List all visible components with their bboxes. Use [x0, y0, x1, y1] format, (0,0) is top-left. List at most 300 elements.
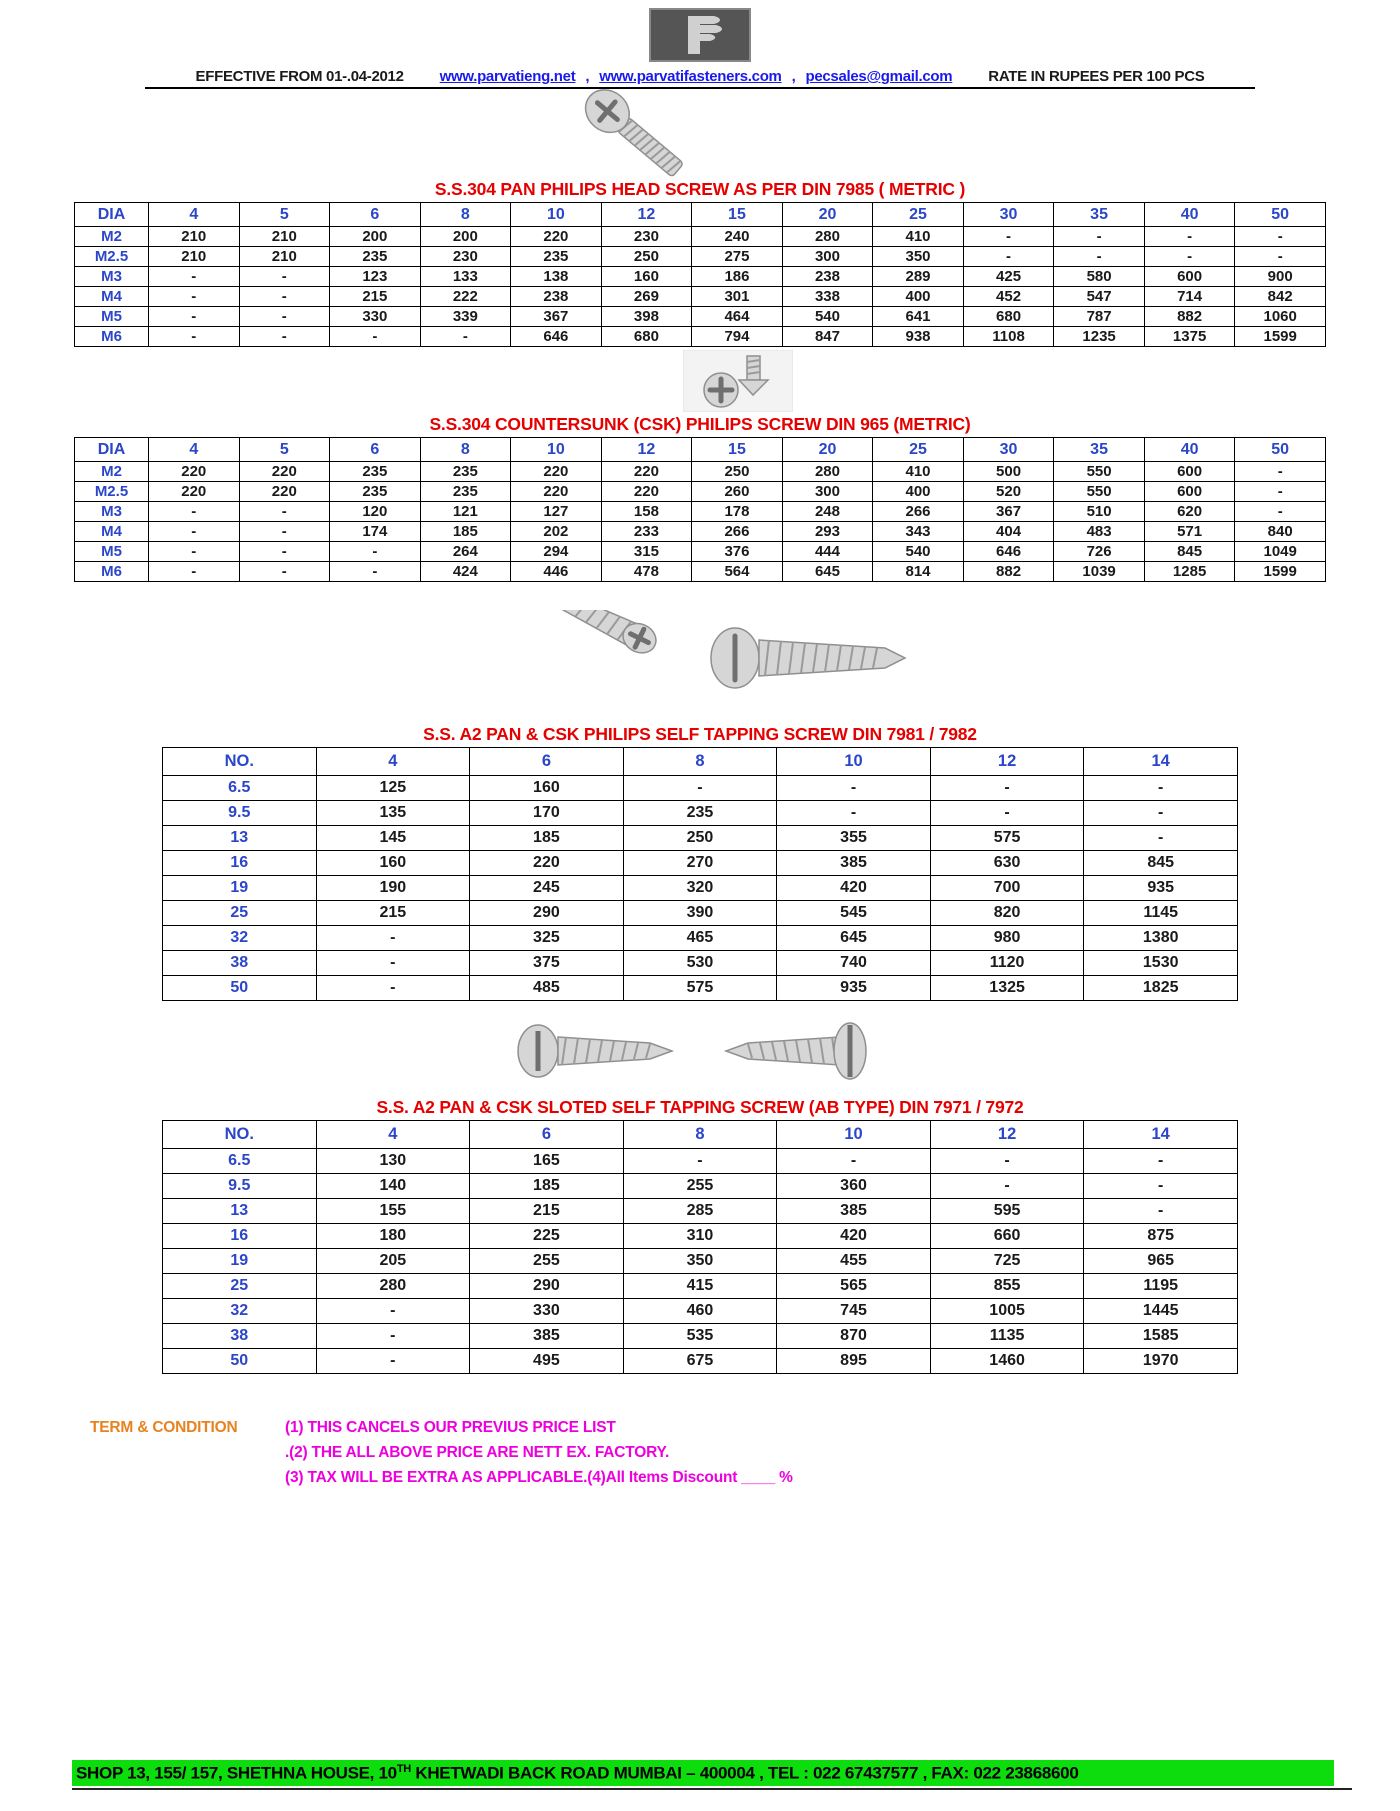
price-cell: - — [330, 542, 421, 562]
price-cell: 280 — [782, 227, 873, 247]
price-cell: 1108 — [963, 327, 1054, 347]
price-cell: 210 — [149, 227, 240, 247]
price-cell: 125 — [316, 776, 470, 801]
price-cell: - — [1235, 482, 1326, 502]
column-header: 4 — [316, 1121, 470, 1149]
price-cell: 446 — [511, 562, 602, 582]
table-row — [163, 1199, 1238, 1224]
column-header: 30 — [963, 203, 1054, 227]
row-label: M6 — [75, 327, 149, 347]
header-row — [75, 438, 1326, 462]
table-row — [163, 1274, 1238, 1299]
column-header: 5 — [239, 438, 330, 462]
price-cell: 530 — [623, 951, 777, 976]
price-cell: 289 — [873, 267, 964, 287]
price-cell: 398 — [601, 307, 692, 327]
price-cell: 367 — [963, 502, 1054, 522]
price-cell: 410 — [873, 462, 964, 482]
price-cell: 225 — [470, 1224, 624, 1249]
price-cell: 220 — [149, 462, 240, 482]
price-cell: 266 — [873, 502, 964, 522]
price-cell: 882 — [1144, 307, 1235, 327]
column-header: 40 — [1144, 438, 1235, 462]
column-header: 10 — [511, 203, 602, 227]
price-cell: - — [930, 1149, 1084, 1174]
price-cell: 293 — [782, 522, 873, 542]
price-cell: 133 — [420, 267, 511, 287]
row-label: 38 — [163, 1324, 317, 1349]
table-row — [75, 227, 1326, 247]
philips-tapping-price-table — [162, 747, 1238, 1001]
column-header: 10 — [511, 438, 602, 462]
price-cell: 235 — [420, 462, 511, 482]
price-cell: 230 — [420, 247, 511, 267]
column-header: 10 — [777, 1121, 931, 1149]
price-cell: 260 — [692, 482, 783, 502]
price-cell: - — [149, 522, 240, 542]
column-header: 25 — [873, 438, 964, 462]
price-cell: 220 — [511, 227, 602, 247]
row-label: 13 — [163, 826, 317, 851]
price-cell: 1825 — [1084, 976, 1238, 1001]
row-label: 13 — [163, 1199, 317, 1224]
price-cell: 840 — [1235, 522, 1326, 542]
logo-p-icon — [670, 12, 730, 58]
slotted-tapping-price-table — [162, 1120, 1238, 1374]
price-cell: 424 — [420, 562, 511, 582]
price-cell: 140 — [316, 1174, 470, 1199]
price-cell: - — [420, 327, 511, 347]
row-label: 38 — [163, 951, 317, 976]
price-cell: 235 — [330, 482, 421, 502]
column-header: 6 — [330, 203, 421, 227]
price-cell: 185 — [470, 826, 624, 851]
row-label: M4 — [75, 522, 149, 542]
price-cell: 220 — [239, 462, 330, 482]
terms-and-conditions — [90, 1419, 1400, 1487]
csk-philips-price-table — [74, 437, 1326, 582]
price-cell: 290 — [470, 901, 624, 926]
price-cell: 210 — [149, 247, 240, 267]
price-cell: 465 — [623, 926, 777, 951]
company-logo — [649, 8, 751, 62]
price-cell: 595 — [930, 1199, 1084, 1224]
rate-note: RATE IN RUPEES PER 100 PCS — [988, 68, 1205, 85]
row-label: M2.5 — [75, 247, 149, 267]
price-cell: - — [1084, 1149, 1238, 1174]
price-cell: 376 — [692, 542, 783, 562]
price-cell: 550 — [1054, 482, 1145, 502]
column-header: NO. — [163, 1121, 317, 1149]
price-cell: 745 — [777, 1299, 931, 1324]
table-row — [163, 901, 1238, 926]
price-cell: 1599 — [1235, 327, 1326, 347]
price-cell: - — [330, 562, 421, 582]
price-cell: 160 — [601, 267, 692, 287]
terms-line: .(2) THE ALL ABOVE PRICE ARE NETT EX. FACTORY. — [285, 1444, 670, 1461]
price-cell: 160 — [470, 776, 624, 801]
price-cell: 255 — [623, 1174, 777, 1199]
price-cell: 205 — [316, 1249, 470, 1274]
column-header: 4 — [149, 203, 240, 227]
price-cell: 1599 — [1235, 562, 1326, 582]
column-header: 14 — [1084, 1121, 1238, 1149]
column-header: 25 — [873, 203, 964, 227]
price-cell: 1325 — [930, 976, 1084, 1001]
price-cell: 220 — [601, 462, 692, 482]
price-cell: 315 — [601, 542, 692, 562]
row-label: M3 — [75, 502, 149, 522]
price-cell: 980 — [930, 926, 1084, 951]
price-cell: 1135 — [930, 1324, 1084, 1349]
row-label: 9.5 — [163, 801, 317, 826]
price-cell: 355 — [777, 826, 931, 851]
price-cell: 238 — [782, 267, 873, 287]
price-cell: 310 — [623, 1224, 777, 1249]
price-cell: 1380 — [1084, 926, 1238, 951]
price-cell: - — [1054, 247, 1145, 267]
price-cell: 220 — [149, 482, 240, 502]
column-header: NO. — [163, 748, 317, 776]
price-cell: - — [1235, 462, 1326, 482]
table-title: S.S.304 PAN PHILIPS HEAD SCREW AS PER DIN 7985 ( METRIC ) — [434, 179, 966, 199]
price-cell: 842 — [1235, 287, 1326, 307]
column-header: 50 — [1235, 438, 1326, 462]
price-cell: 564 — [692, 562, 783, 582]
price-cell: 145 — [316, 826, 470, 851]
table-row — [75, 462, 1326, 482]
price-cell: 600 — [1144, 267, 1235, 287]
price-cell: - — [316, 1324, 470, 1349]
price-cell: 1445 — [1084, 1299, 1238, 1324]
table-row — [163, 1174, 1238, 1199]
price-cell: 547 — [1054, 287, 1145, 307]
column-header: 6 — [470, 1121, 624, 1149]
table-row — [75, 267, 1326, 287]
website-link-2[interactable]: www.parvatifasteners.com — [599, 68, 782, 85]
price-cell: 545 — [777, 901, 931, 926]
price-cell: 787 — [1054, 307, 1145, 327]
price-cell: - — [1084, 1174, 1238, 1199]
column-header: 14 — [1084, 748, 1238, 776]
table-row — [75, 307, 1326, 327]
price-cell: 235 — [511, 247, 602, 267]
price-cell: - — [1054, 227, 1145, 247]
price-cell: 571 — [1144, 522, 1235, 542]
price-cell: 580 — [1054, 267, 1145, 287]
price-cell: - — [1084, 1199, 1238, 1224]
price-cell: 127 — [511, 502, 602, 522]
price-cell: - — [239, 327, 330, 347]
price-cell: 210 — [239, 247, 330, 267]
row-label: 25 — [163, 901, 317, 926]
row-label: M5 — [75, 307, 149, 327]
table-row — [163, 851, 1238, 876]
table-row — [163, 801, 1238, 826]
price-cell: - — [149, 287, 240, 307]
price-cell: 847 — [782, 327, 873, 347]
price-cell: 575 — [623, 976, 777, 1001]
price-cell: 646 — [963, 542, 1054, 562]
price-cell: 870 — [777, 1324, 931, 1349]
column-header: 30 — [963, 438, 1054, 462]
price-cell: - — [1144, 227, 1235, 247]
row-label: 6.5 — [163, 1149, 317, 1174]
price-cell: - — [623, 1149, 777, 1174]
price-cell: 646 — [511, 327, 602, 347]
table-row — [75, 502, 1326, 522]
table-row — [75, 327, 1326, 347]
price-cell: - — [963, 247, 1054, 267]
price-cell: 1460 — [930, 1349, 1084, 1374]
table-row — [75, 522, 1326, 542]
price-cell: 1049 — [1235, 542, 1326, 562]
price-cell: - — [149, 327, 240, 347]
price-cell: 290 — [470, 1274, 624, 1299]
price-cell: 1285 — [1144, 562, 1235, 582]
price-cell: - — [1235, 227, 1326, 247]
price-cell: 726 — [1054, 542, 1145, 562]
terms-line: (1) THIS CANCELS OUR PREVIUS PRICE LIST — [285, 1419, 616, 1436]
price-cell: 325 — [470, 926, 624, 951]
column-header: 12 — [601, 203, 692, 227]
price-cell: 794 — [692, 327, 783, 347]
price-cell: 301 — [692, 287, 783, 307]
price-cell: 350 — [623, 1249, 777, 1274]
price-cell: - — [930, 1174, 1084, 1199]
price-cell: 714 — [1144, 287, 1235, 307]
table-row — [75, 287, 1326, 307]
price-cell: 535 — [623, 1324, 777, 1349]
photo-csk-philips-screws — [38, 350, 1400, 412]
website-link-1[interactable]: www.parvatieng.net — [439, 68, 576, 85]
price-cell: 330 — [330, 307, 421, 327]
price-cell: 339 — [420, 307, 511, 327]
table-title: S.S. A2 PAN & CSK SLOTED SELF TAPPING SCREW (AB TYPE) DIN 7971 / 7972 — [376, 1097, 1024, 1117]
price-cell: 630 — [930, 851, 1084, 876]
price-cell: 460 — [623, 1299, 777, 1324]
row-label: 50 — [163, 1349, 317, 1374]
column-header: 6 — [470, 748, 624, 776]
price-cell: - — [239, 307, 330, 327]
price-cell: 138 — [511, 267, 602, 287]
price-cell: 645 — [777, 926, 931, 951]
effective-date: EFFECTIVE FROM 01-.04-2012 — [195, 68, 404, 85]
row-label: 32 — [163, 926, 317, 951]
price-cell: 1195 — [1084, 1274, 1238, 1299]
price-cell: 158 — [601, 502, 692, 522]
price-cell: 220 — [511, 462, 602, 482]
column-header: 12 — [601, 438, 692, 462]
price-cell: 155 — [316, 1199, 470, 1224]
price-cell: 814 — [873, 562, 964, 582]
pan-philips-screw-icon — [570, 89, 720, 177]
price-cell: 444 — [782, 542, 873, 562]
price-cell: 174 — [330, 522, 421, 542]
price-cell: - — [239, 542, 330, 562]
price-cell: 200 — [330, 227, 421, 247]
table-row — [163, 1349, 1238, 1374]
price-cell: - — [316, 951, 470, 976]
price-cell: - — [239, 562, 330, 582]
column-header: 50 — [1235, 203, 1326, 227]
price-cell: 478 — [601, 562, 692, 582]
table-row — [163, 1299, 1238, 1324]
column-header: 8 — [623, 748, 777, 776]
price-cell: 270 — [623, 851, 777, 876]
price-cell: 1585 — [1084, 1324, 1238, 1349]
price-cell: - — [930, 801, 1084, 826]
price-cell: 935 — [777, 976, 931, 1001]
price-cell: 215 — [330, 287, 421, 307]
column-header: 15 — [692, 438, 783, 462]
price-cell: 121 — [420, 502, 511, 522]
price-cell: - — [1235, 247, 1326, 267]
table-row — [163, 876, 1238, 901]
row-label: M4 — [75, 287, 149, 307]
price-cell: 845 — [1144, 542, 1235, 562]
price-cell: - — [239, 287, 330, 307]
address-bar — [72, 1760, 1334, 1786]
price-cell: 350 — [873, 247, 964, 267]
price-cell: 385 — [470, 1324, 624, 1349]
price-cell: 245 — [470, 876, 624, 901]
price-cell: - — [1084, 826, 1238, 851]
price-cell: 375 — [470, 951, 624, 976]
table-title: S.S.304 COUNTERSUNK (CSK) PHILIPS SCREW DIN 965 (METRIC) — [429, 414, 971, 434]
column-header: 20 — [782, 438, 873, 462]
column-header: 10 — [777, 748, 931, 776]
column-header: 6 — [330, 438, 421, 462]
email-link[interactable]: pecsales@gmail.com — [805, 68, 953, 85]
price-cell: 160 — [316, 851, 470, 876]
row-label: 6.5 — [163, 776, 317, 801]
price-cell: 280 — [316, 1274, 470, 1299]
pan-philips-price-table — [74, 202, 1326, 347]
column-header: 8 — [623, 1121, 777, 1149]
price-cell: 935 — [1084, 876, 1238, 901]
price-cell: 400 — [873, 287, 964, 307]
price-cell: 875 — [1084, 1224, 1238, 1249]
photo-pan-philips-screw — [0, 89, 1345, 177]
price-cell: - — [316, 1349, 470, 1374]
price-cell: - — [1084, 801, 1238, 826]
row-label: 16 — [163, 851, 317, 876]
price-cell: 420 — [777, 876, 931, 901]
price-cell: - — [316, 976, 470, 1001]
price-cell: 275 — [692, 247, 783, 267]
price-cell: 300 — [782, 247, 873, 267]
price-cell: 485 — [470, 976, 624, 1001]
row-label: 32 — [163, 1299, 317, 1324]
price-cell: 210 — [239, 227, 330, 247]
separator: , — [791, 68, 796, 85]
table-row — [75, 482, 1326, 502]
price-cell: - — [316, 1299, 470, 1324]
row-label: 19 — [163, 1249, 317, 1274]
price-cell: 343 — [873, 522, 964, 542]
price-cell: - — [1235, 502, 1326, 522]
price-cell: 123 — [330, 267, 421, 287]
price-cell: 220 — [511, 482, 602, 502]
price-cell: - — [777, 1149, 931, 1174]
csk-screws-icon — [683, 350, 793, 412]
price-cell: 882 — [963, 562, 1054, 582]
price-cell: 680 — [601, 327, 692, 347]
price-cell: 250 — [601, 247, 692, 267]
price-cell: 1005 — [930, 1299, 1084, 1324]
table-row — [163, 776, 1238, 801]
price-cell: 540 — [873, 542, 964, 562]
price-cell: 235 — [623, 801, 777, 826]
price-cell: 130 — [316, 1149, 470, 1174]
price-cell: 235 — [330, 462, 421, 482]
price-cell: 680 — [963, 307, 1054, 327]
table-row — [75, 562, 1326, 582]
table-row — [163, 926, 1238, 951]
price-cell: 600 — [1144, 462, 1235, 482]
footer — [72, 1760, 1334, 1790]
price-cell: 645 — [782, 562, 873, 582]
column-header: 35 — [1054, 203, 1145, 227]
header-row — [75, 203, 1326, 227]
column-header: 12 — [930, 1121, 1084, 1149]
address-text: SHOP 13, 155/ 157, SHETHNA HOUSE, 10 — [76, 1763, 397, 1783]
price-cell: 390 — [623, 901, 777, 926]
price-cell: 1970 — [1084, 1349, 1238, 1374]
table-row — [75, 247, 1326, 267]
price-cell: 330 — [470, 1299, 624, 1324]
price-cell: 248 — [782, 502, 873, 522]
price-cell: 855 — [930, 1274, 1084, 1299]
price-cell: 495 — [470, 1349, 624, 1374]
row-label: 19 — [163, 876, 317, 901]
price-cell: 483 — [1054, 522, 1145, 542]
price-cell: 235 — [420, 482, 511, 502]
price-cell: 338 — [782, 287, 873, 307]
price-cell: 510 — [1054, 502, 1145, 522]
price-cell: - — [623, 776, 777, 801]
column-header: 15 — [692, 203, 783, 227]
price-cell: 420 — [777, 1224, 931, 1249]
header-row — [163, 748, 1238, 776]
price-cell: 294 — [511, 542, 602, 562]
terms-label: TERM & CONDITION — [90, 1419, 238, 1436]
price-cell: 1235 — [1054, 327, 1145, 347]
price-cell: - — [1084, 776, 1238, 801]
price-cell: 550 — [1054, 462, 1145, 482]
price-cell: 220 — [601, 482, 692, 502]
price-cell: 900 — [1235, 267, 1326, 287]
philips-tapping-screws-icon — [485, 610, 915, 706]
price-cell: 367 — [511, 307, 602, 327]
price-cell: 255 — [470, 1249, 624, 1274]
price-cell: 240 — [692, 227, 783, 247]
row-label: 16 — [163, 1224, 317, 1249]
table-row — [163, 1224, 1238, 1249]
price-cell: 170 — [470, 801, 624, 826]
price-cell: 820 — [930, 901, 1084, 926]
row-label: M2.5 — [75, 482, 149, 502]
price-cell: - — [963, 227, 1054, 247]
price-cell: - — [149, 562, 240, 582]
price-cell: 235 — [330, 247, 421, 267]
column-header: 35 — [1054, 438, 1145, 462]
price-cell: 220 — [470, 851, 624, 876]
price-cell: 400 — [873, 482, 964, 502]
price-cell: 220 — [239, 482, 330, 502]
row-label: 50 — [163, 976, 317, 1001]
